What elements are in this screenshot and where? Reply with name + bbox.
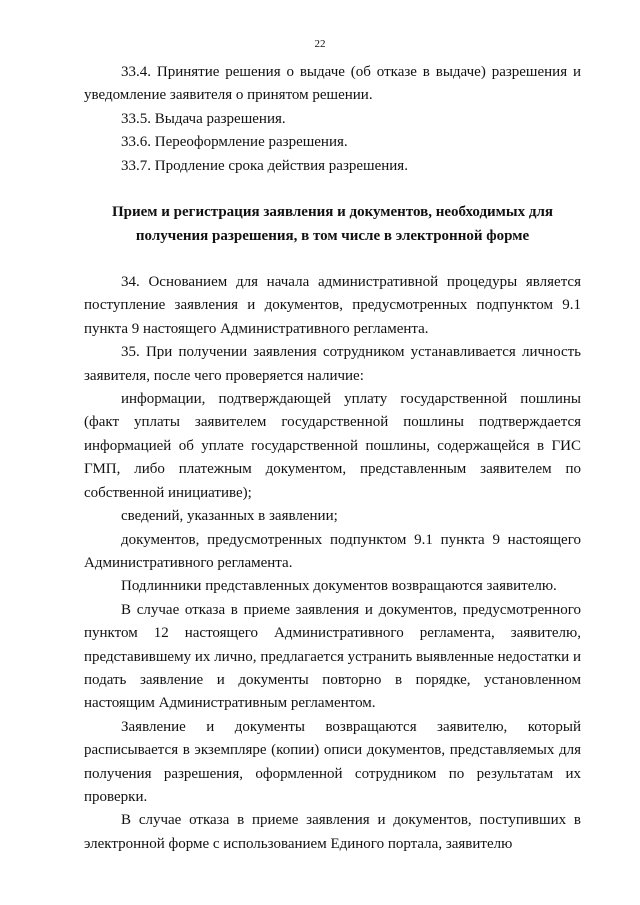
paragraph: Заявление и документы возвращаются заявителю, который расписывается в экземпляре (копии) описи документов, представляемых для получения разрешения, оформленной сотрудником по результатам их проверки. [84,718,581,805]
paragraph: В случае отказа в приеме заявления и документов, предусмотренного пунктом 12 настоящего Административного регламента, заявителю, представившему их лично, предлагается устранить выявленные недостатки и подать заявление и документы повторно в порядке, установленном настоящим Административным регламентом. [84,601,581,712]
list-item: 33.6. Переоформление разрешения. [121,134,348,151]
paragraph: 35. При получении заявления сотрудником устанавливается личность заявителя, после чего проверяется наличие: [84,344,581,384]
list-item: 33.4. Принятие решения о выдаче (об отказе в выдаче) разрешения и уведомление заявителя о принятом решении. [84,64,581,104]
paragraph: Подлинники представленных документов возвращаются заявителю. [121,578,557,595]
paragraph: информации, подтверждающей уплату государственной пошлины (факт уплаты заявителем государственной пошлины подтверждается информацией об уплате государственной пошлины, содержащейся в ГИС ГМП, либо платежным документом, представленным заявителем по собственной инициативе); [84,391,581,501]
paragraph: В случае отказа в приеме заявления и документов, поступивших в электронной форме с использованием Единого портала, заявителю [84,812,581,852]
document-body [84,61,581,856]
paragraph: 34. Основанием для начала административной процедуры является поступление заявления и документов, предусмотренных подпунктом 9.1 пункта 9 настоящего Административного регламента. [84,274,581,337]
list-item: 33.7. Продление срока действия разрешения. [121,157,408,174]
list-item: 33.5. Выдача разрешения. [121,110,286,127]
paragraph: сведений, указанных в заявлении; [121,508,338,525]
paragraph: документов, предусмотренных подпунктом 9.1 пункта 9 настоящего Административного регламента. [84,531,581,571]
page-number: 22 [314,38,326,50]
section-heading: Прием и регистрация заявления и документов, необходимых для получения разрешения, в том числе в электронной форме [112,204,553,245]
